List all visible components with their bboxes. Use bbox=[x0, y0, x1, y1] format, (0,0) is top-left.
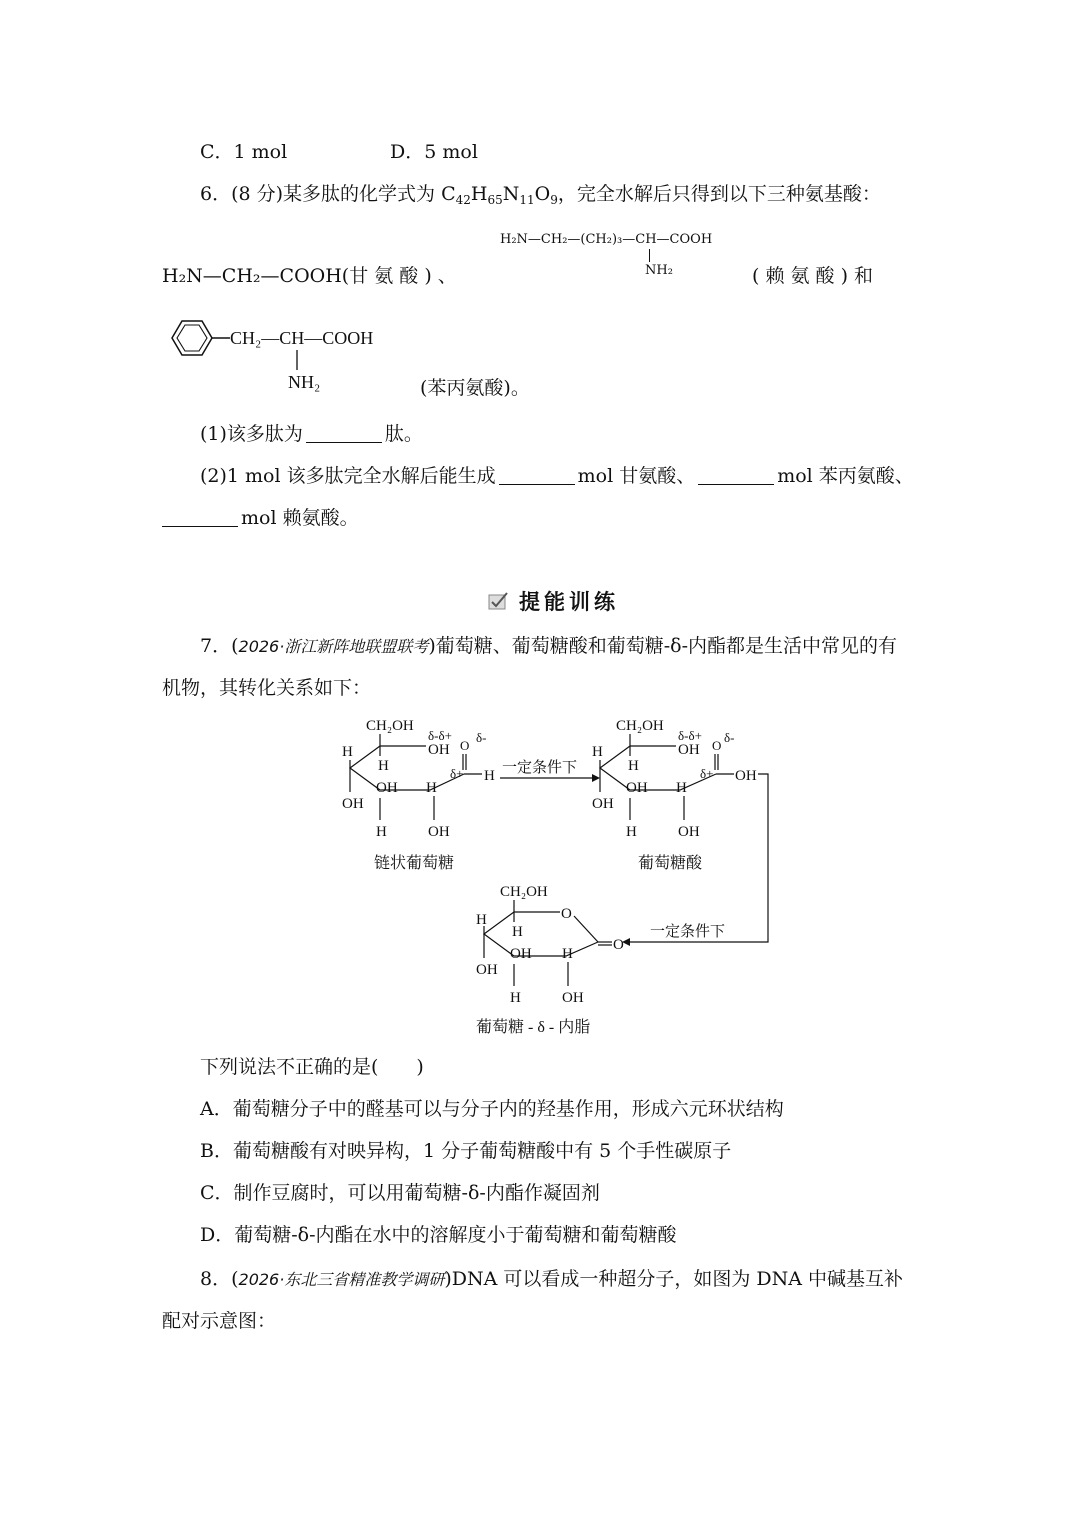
formula-o-sub: 9 bbox=[550, 193, 558, 207]
q7-question: 下列说法不正确的是( ) bbox=[200, 1056, 424, 1078]
lysine-bond bbox=[649, 249, 650, 262]
q8-stem-line2: 配对示意图： bbox=[162, 1310, 277, 1332]
acid-cooh-oh: OH bbox=[735, 768, 757, 784]
glucose-o: O bbox=[460, 738, 470, 753]
phe-nh2: NH₂ bbox=[288, 372, 321, 392]
acid-h: H bbox=[628, 758, 639, 774]
glucose-h: H bbox=[426, 780, 437, 796]
q7-num: 7．( bbox=[200, 635, 239, 657]
question-8-stem bbox=[200, 1267, 960, 1292]
q6-intro: 6．(8 分)某多肽的化学式为 C bbox=[200, 183, 456, 205]
acid-delta-minus: δ- bbox=[724, 730, 735, 745]
glucose-delta-minus: δ- bbox=[476, 730, 487, 745]
formula-h-sub: 65 bbox=[487, 193, 503, 207]
acid-h: H bbox=[592, 744, 603, 760]
sub2-mid1: mol 甘氨酸、 bbox=[577, 465, 696, 487]
phe-name: (苯丙氨酸)。 bbox=[420, 377, 530, 399]
q7-option-d: D．葡萄糖-δ-内酯在水中的溶解度小于葡萄糖和葡萄糖酸 bbox=[200, 1224, 677, 1246]
glucose-structure bbox=[342, 718, 495, 872]
lysine-formula: H₂N—CH₂—(CH₂)₃—CH—COOH bbox=[500, 232, 713, 247]
answer-blank bbox=[499, 466, 575, 485]
q8-num: 8．( bbox=[200, 1268, 239, 1290]
answer-blank bbox=[306, 424, 382, 443]
glucose-h: H bbox=[342, 744, 353, 760]
checkbox-pen-icon bbox=[487, 591, 511, 611]
formula-c-sub: 42 bbox=[455, 193, 471, 207]
acid-delta-plus: δ+ bbox=[700, 766, 714, 781]
sub2-prefix: (2)1 mol 该多肽完全水解后能生成 bbox=[200, 465, 496, 487]
gluconic-acid-structure bbox=[592, 718, 757, 872]
q7-stem-line2: 机物，其转化关系如下： bbox=[162, 677, 372, 699]
glucose-oh: OH bbox=[428, 824, 450, 840]
question-6-stem bbox=[200, 182, 960, 212]
acid-oh-top: OH bbox=[678, 742, 700, 758]
lactone-carbonyl-o: O bbox=[613, 937, 624, 953]
q7-option-c: C．制作豆腐时，可以用葡萄糖-δ-内酯作凝固剂 bbox=[200, 1182, 600, 1204]
sub2-mid2: mol 苯丙氨酸、 bbox=[777, 465, 914, 487]
section-title-text: 提能训练 bbox=[519, 590, 619, 614]
q7-option-a: A．葡萄糖分子中的醛基可以与分子内的羟基作用，形成六元环状结构 bbox=[200, 1098, 784, 1120]
glucose-h: H bbox=[376, 824, 387, 840]
glucose-label: 链状葡萄糖 bbox=[374, 855, 455, 872]
option-c-text: C．1 mol bbox=[200, 141, 288, 163]
lysine-nh2: NH₂ bbox=[645, 263, 673, 278]
q7-source: 2026·浙江新阵地联盟联考 bbox=[238, 637, 429, 656]
phe-chain: CH₂—CH—COOH bbox=[230, 328, 374, 348]
lactone-h: H bbox=[510, 990, 521, 1006]
lysine-name: ( 赖 氨 酸 ) 和 bbox=[752, 265, 874, 287]
lactone-h: H bbox=[562, 946, 573, 962]
q7-stem: )葡萄糖、葡萄糖酸和葡萄糖-δ-内酯都是生活中常见的有 bbox=[428, 635, 898, 657]
q7-option-b: B．葡萄糖酸有对映异构，1 分子葡萄糖酸中有 5 个手性碳原子 bbox=[200, 1140, 732, 1162]
q8-stem: )DNA 可以看成一种超分子，如图为 DNA 中碱基互补 bbox=[444, 1268, 904, 1290]
sub1-prefix: (1)该多肽为 bbox=[200, 423, 303, 445]
lactone-oh: OH bbox=[510, 946, 532, 962]
glucose-ald-h: H bbox=[484, 768, 495, 784]
formula-n: N bbox=[502, 183, 520, 205]
acid-h: H bbox=[676, 780, 687, 796]
condition-label-2: 一定条件下 bbox=[650, 924, 726, 940]
formula-n-sub: 11 bbox=[519, 193, 535, 207]
acid-oh: OH bbox=[626, 780, 648, 796]
lactone-label: 葡萄糖 - δ - 内脂 bbox=[476, 1019, 591, 1036]
option-d bbox=[390, 140, 590, 164]
acid-ch2oh: CH₂OH bbox=[616, 718, 664, 734]
section-title bbox=[487, 586, 619, 616]
acid-delta-top: δ-δ+ bbox=[678, 728, 702, 743]
answer-blank bbox=[698, 466, 774, 485]
lactone-ring-o: O bbox=[561, 906, 572, 922]
lactone-oh: OH bbox=[476, 962, 498, 978]
condition-label-1: 一定条件下 bbox=[502, 760, 578, 776]
option-d-text: D．5 mol bbox=[390, 141, 478, 163]
answer-blank bbox=[162, 508, 238, 527]
acid-h: H bbox=[626, 824, 637, 840]
q6-intro-suffix: ，完全水解后只得到以下三种氨基酸： bbox=[557, 183, 881, 205]
lactone-h: H bbox=[476, 912, 487, 928]
acid-oh: OH bbox=[678, 824, 700, 840]
acid-o: O bbox=[712, 738, 722, 753]
glucose-oh: OH bbox=[376, 780, 398, 796]
glycine-name: (甘 氨 酸 ) 、 bbox=[341, 265, 457, 287]
glucose-oh: OH bbox=[342, 796, 364, 812]
phenylalanine-structure bbox=[162, 312, 412, 397]
reaction-diagram bbox=[330, 712, 780, 1042]
acid-label: 葡萄糖酸 bbox=[638, 855, 703, 872]
glucose-delta-plus: δ+ bbox=[450, 766, 464, 781]
acid-oh: OH bbox=[592, 796, 614, 812]
lactone-ch2oh: CH₂OH bbox=[500, 884, 548, 900]
glucose-oh-top: OH bbox=[428, 742, 450, 758]
formula-o: O bbox=[534, 183, 551, 205]
sub2-end: mol 赖氨酸。 bbox=[241, 507, 359, 529]
sub1-suffix: 肽。 bbox=[384, 423, 423, 445]
q8-source: 2026·东北三省精准教学调研 bbox=[238, 1270, 445, 1289]
q6-sub2-cont bbox=[162, 506, 922, 530]
glycine-formula: H₂N—CH₂—COOH bbox=[162, 265, 342, 287]
lactone-structure bbox=[476, 884, 624, 1036]
glucose-delta-top: δ-δ+ bbox=[428, 728, 452, 743]
q6-sub2 bbox=[200, 464, 960, 488]
lactone-h: H bbox=[512, 924, 523, 940]
lactone-oh: OH bbox=[562, 990, 584, 1006]
q6-sub1 bbox=[200, 422, 960, 446]
question-7-stem bbox=[200, 634, 960, 659]
formula-h: H bbox=[470, 183, 488, 205]
glucose-ch2oh: CH₂OH bbox=[366, 718, 414, 734]
glucose-h: H bbox=[378, 758, 389, 774]
reaction-arrow-1 bbox=[500, 759, 600, 782]
